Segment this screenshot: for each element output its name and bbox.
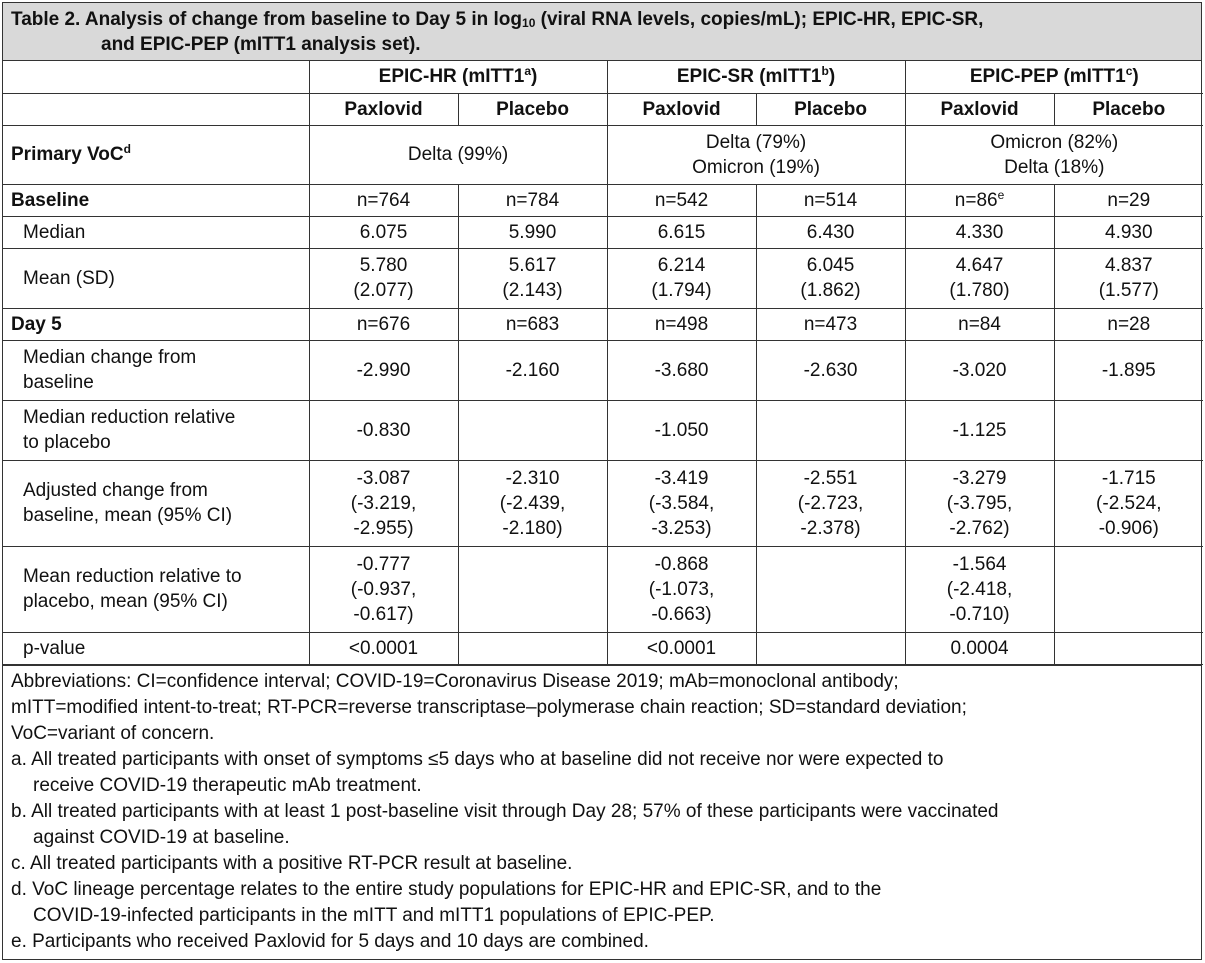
table-cell: -1.050: [607, 400, 756, 460]
group-header-epic-hr: EPIC-HR (mITT1$^a$): [309, 61, 607, 93]
table-cell: [756, 546, 905, 632]
table-cell: n=28: [1054, 308, 1203, 340]
abbreviations: Abbreviations: CI=confidence interval; COVID-19=Coronavirus Disease 2019; mAb=monoclonal antibody; mITT=modified intent-to-treat; RT-PCR=reverse transcriptase–polymerase chain reaction; SD=standard deviation; VoC=variant of concern.: [11, 670, 967, 744]
voc-epic-sr: Delta (79%) Omicron (19%): [607, 125, 905, 184]
table-cell: n=514: [756, 184, 905, 216]
table-cell: n=473: [756, 308, 905, 340]
table-row: [3, 400, 1203, 460]
table-cell: -2.630: [756, 340, 905, 400]
data-table: [3, 61, 1203, 665]
table-cell: [1054, 632, 1203, 664]
table-cell: [1054, 400, 1203, 460]
corner-cell: [3, 61, 309, 93]
footnotes: [3, 665, 1201, 955]
table-cell: -3.680: [607, 340, 756, 400]
table-cell: [756, 400, 905, 460]
group-header-epic-sr: EPIC-SR (mITT1$^b$): [607, 61, 905, 93]
arm-header: Placebo: [458, 93, 607, 125]
table-cell: n=84: [905, 308, 1054, 340]
footnote: b. All treated participants with at least 1 post-baseline visit through Day 28; 57% of these participants were vaccinated against COVID-19 at baseline.: [11, 800, 999, 848]
table-cell: -3.087 (-3.219, -2.955): [309, 460, 458, 546]
table-cell: 6.430: [756, 216, 905, 248]
group-header-row: [3, 61, 1203, 93]
arm-header: Placebo: [756, 93, 905, 125]
table-cell: -3.279 (-3.795, -2.762): [905, 460, 1054, 546]
arm-header: Paxlovid: [309, 93, 458, 125]
table-cell: n=676: [309, 308, 458, 340]
table-cell: 6.045 (1.862): [756, 248, 905, 308]
table-cell: -2.310 (-2.439, -2.180): [458, 460, 607, 546]
table-row: [3, 460, 1203, 546]
table-cell: [1054, 546, 1203, 632]
footnote: e. Participants who received Paxlovid for 5 days and 10 days are combined.: [11, 930, 649, 952]
row-label: Median change from baseline: [3, 340, 309, 400]
table-cell: [458, 400, 607, 460]
table-cell: 4.330: [905, 216, 1054, 248]
table-cell: -0.830: [309, 400, 458, 460]
table-cell: [458, 546, 607, 632]
voc-label: Primary VoC$^d$: [3, 125, 309, 184]
table-cell: -1.125: [905, 400, 1054, 460]
table-cell: [458, 632, 607, 664]
voc-epic-pep: Omicron (82%) Delta (18%): [905, 125, 1203, 184]
table-row: [3, 632, 1203, 664]
footnote: d. VoC lineage percentage relates to the entire study populations for EPIC-HR and EPIC-SR, and to the COVID-19-infected participants in the mITT and mITT1 populations of EPIC-PEP.: [11, 878, 882, 926]
table-row: [3, 216, 1203, 248]
row-label: Baseline: [3, 184, 309, 216]
arm-header-row: [3, 93, 1203, 125]
arm-header: Paxlovid: [607, 93, 756, 125]
voc-epic-hr: Delta (99%): [309, 125, 607, 184]
table-cell: 6.615: [607, 216, 756, 248]
table-cell: n=498: [607, 308, 756, 340]
table-cell: 0.0004: [905, 632, 1054, 664]
table-cell: 6.075: [309, 216, 458, 248]
table-row: [3, 308, 1203, 340]
table-cell: n=542: [607, 184, 756, 216]
table-cell: <0.0001: [309, 632, 458, 664]
table-cell: -3.419 (-3.584, -3.253): [607, 460, 756, 546]
table-row: [3, 248, 1203, 308]
table-title: Table 2. Analysis of change from baseline to Day 5 in $\log_{10}$ (viral RNA levels, copies/mL); EPIC-HR, EPIC-SR, and EPIC-PEP (mITT1 analysis set).: [3, 3, 1201, 61]
table-row: [3, 546, 1203, 632]
row-label: Mean reduction relative to placebo, mean (95% CI): [3, 546, 309, 632]
table-row: [3, 340, 1203, 400]
table-cell: -1.715 (-2.524, -0.906): [1054, 460, 1203, 546]
table-cell: -1.564 (-2.418, -0.710): [905, 546, 1054, 632]
voc-row: [3, 125, 1203, 184]
table-cell: 4.930: [1054, 216, 1203, 248]
table-cell: <0.0001: [607, 632, 756, 664]
table-cell: n=784: [458, 184, 607, 216]
table-container: [2, 2, 1202, 960]
table-cell: [756, 632, 905, 664]
table-cell: 6.214 (1.794): [607, 248, 756, 308]
table-cell: 5.780 (2.077): [309, 248, 458, 308]
row-label: Median: [3, 216, 309, 248]
row-label: Adjusted change from baseline, mean (95% CI): [3, 460, 309, 546]
table-row: [3, 184, 1203, 216]
table-cell: -0.777 (-0.937, -0.617): [309, 546, 458, 632]
row-label: Mean (SD): [3, 248, 309, 308]
table-cell: -0.868 (-1.073, -0.663): [607, 546, 756, 632]
row-label: p-value: [3, 632, 309, 664]
table-cell: n=29: [1054, 184, 1203, 216]
table-cell: -2.160: [458, 340, 607, 400]
table-cell: 4.647 (1.780): [905, 248, 1054, 308]
table-cell: -3.020: [905, 340, 1054, 400]
table-cell: -2.551 (-2.723, -2.378): [756, 460, 905, 546]
table-cell: n=764: [309, 184, 458, 216]
group-header-epic-pep: EPIC-PEP (mITT1$^c$): [905, 61, 1203, 93]
table-cell: 5.990: [458, 216, 607, 248]
corner-cell: [3, 93, 309, 125]
arm-header: Paxlovid: [905, 93, 1054, 125]
table-cell: 4.837 (1.577): [1054, 248, 1203, 308]
table-cell: $n=86^e$: [905, 184, 1054, 216]
table-cell: -2.990: [309, 340, 458, 400]
row-label: Median reduction relative to placebo: [3, 400, 309, 460]
table-cell: n=683: [458, 308, 607, 340]
footnote: c. All treated participants with a positive RT-PCR result at baseline.: [11, 852, 573, 874]
row-label: Day 5: [3, 308, 309, 340]
table-cell: 5.617 (2.143): [458, 248, 607, 308]
arm-header: Placebo: [1054, 93, 1203, 125]
table-cell: -1.895: [1054, 340, 1203, 400]
footnote: a. All treated participants with onset of symptoms ≤5 days who at baseline did not receive nor were expected to receive COVID-19 therapeutic mAb treatment.: [11, 748, 944, 796]
